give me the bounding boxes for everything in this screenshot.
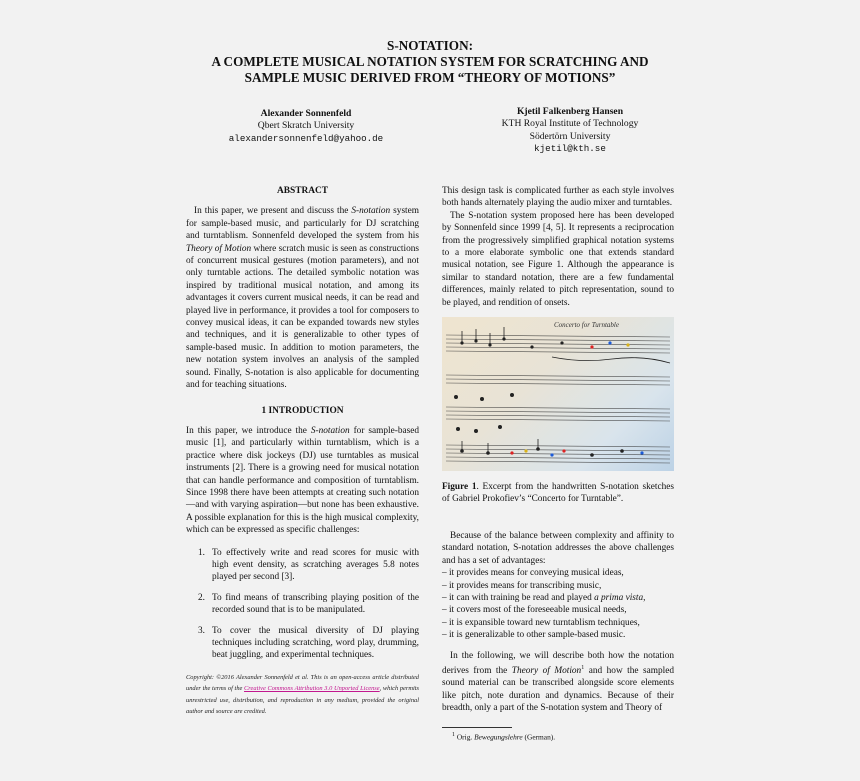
list-item	[186, 592, 419, 617]
intro-paragraph	[186, 425, 419, 537]
text-run: where scratch music is seen as constructions of concurrent musical gestures (motion parameters), and not only turntable actions. The detailed symbolic notation was inspired by traditional musical notation, and among its advantages it covers current musical needs, it can be read and played live in performance, it provides a tool for composers to convey musical ideas, it can be expanded towards new styles and techniques, and it is generalizable to other types of sample-based music. In addition to motion parameters, the new notation system involves an analysis of the sampled sound. Finally, S-notation is also applicable for documenting and for teaching situations.	[186, 243, 419, 391]
list-number: 1.	[198, 547, 205, 558]
emphasis: S-notation	[310, 425, 350, 436]
section-heading: 1 INTRODUCTION	[261, 405, 344, 416]
author-email[interactable]: kjetil@kth.se	[534, 143, 606, 155]
text-run: for sample-based music [1], and particularly within turntablism, which is a practice where disk jockeys (DJ) use turntables as musical instruments [2]. There is a growing need for musical notation that can handle performance and composition of turntablism. Since 1998 there have been attempts at creating such notation—and with varying aspiration—but none has been exhaustive. A possible explanation for this is the high musical complexity, which can be expressed as specific challenges:	[186, 425, 419, 536]
list-item	[186, 547, 419, 584]
text-run: (German).	[522, 732, 556, 742]
advantages-list	[442, 567, 674, 641]
text-run: Orig.	[455, 732, 475, 742]
body-paragraph: The S-notation system proposed here has been developed by Sonnenfeld since 1999 [4, 5]. It represents a reciprocation from the progressively simplified graphical notation systems to a more elaborate symbolic one that extends standard musical notation, see Figure 1. Although the appearance is similar to standard notation, there are a few fundamental differences, mainly related to pitch representation, sound to be played, and rendition of onsets.	[442, 210, 674, 308]
figure-label: Figure 1	[442, 482, 477, 493]
author-name: Kjetil Falkenberg Hansen	[516, 106, 624, 117]
list-text: To cover the musical diversity of DJ playing techniques including scratching, word play, drumming, beat juggling, and experimental techniques.	[212, 625, 419, 661]
body-paragraph	[442, 650, 674, 715]
author-affiliation: Södertörn University	[529, 130, 611, 142]
text-run: In this paper, we present and discuss the	[194, 206, 352, 217]
author-email[interactable]: alexandersonnenfeld@yahoo.de	[228, 132, 384, 144]
author-affiliation: KTH Royal Institute of Technology	[501, 118, 639, 130]
text-run: Copyright: ©2016 Alexander Sonnenfeld et al. This is an open-access article distributed under the terms of the	[186, 673, 419, 693]
footnote-marker: 1	[581, 664, 585, 671]
left-column	[186, 185, 419, 717]
list-item: – it is generalizable to other sample-based music.	[442, 630, 626, 641]
author-block	[216, 108, 396, 145]
body-paragraph: This design task is complicated further as each style involves both hands alternately playing the audio mixer and turntables.	[442, 186, 674, 209]
figure-score-sketch	[442, 317, 674, 471]
handwritten-score-image	[442, 317, 674, 471]
list-number: 2.	[198, 592, 205, 603]
list-text: To effectively write and read scores for music with high event density, as scratching averages 5.8 notes played per second [3].	[212, 547, 419, 583]
paper-title	[186, 38, 674, 85]
footnote-rule	[442, 727, 512, 728]
list-number: 3.	[198, 625, 205, 636]
emphasis: Theory of Motion	[186, 243, 252, 254]
emphasis: S-notation	[351, 206, 391, 217]
body-paragraph: Because of the balance between complexity and affinity to standard notation, S-notation addresses the above challenges and has a set of advantages:	[442, 530, 674, 566]
copyright-notice	[186, 672, 419, 718]
list-item: – it provides means for transcribing music,	[442, 580, 602, 591]
list-item	[186, 625, 419, 662]
list-item: – it is expansible toward new turntablism techniques,	[442, 617, 640, 628]
title-line: S-NOTATION:	[387, 38, 473, 53]
text-run: , which permits unrestricted use, distribution, and reproduction in any medium, provided the original author and source are credited.	[186, 685, 420, 716]
figure-caption	[442, 481, 674, 506]
text-run: . Excerpt from the handwritten S-notation sketches of Gabriel Prokofiev’s “Concerto for Turntable”.	[442, 482, 674, 505]
handwritten-title: Concerto for Turntable	[554, 321, 619, 330]
title-line: SAMPLE MUSIC DERIVED FROM “THEORY OF MOTIONS”	[244, 69, 616, 85]
emphasis: Bewegungslehre	[474, 732, 523, 742]
challenge-list	[186, 547, 419, 662]
text-run: In this paper, we introduce the	[186, 425, 311, 436]
abstract-heading: ABSTRACT	[276, 186, 329, 196]
right-column	[442, 185, 674, 742]
text-run: In the following, we will describe both how the notation derives from the	[442, 650, 674, 677]
text-run: and how the sampled sound material can be transcribed alongside score elements like pitch, note duration and dynamics. Because of their breadth, only a part of the S-notation system and Theory of	[442, 666, 674, 714]
text-run: system for sample-based music, and particularly for DJ scratching and turntablism. Sonnenfeld developed the system from his	[186, 206, 420, 242]
author-affiliation: Qbert Skratch University	[257, 120, 355, 132]
list-item: – it can with training be read and played a prima vista,	[442, 592, 646, 603]
author-name: Alexander Sonnenfeld	[260, 108, 352, 119]
list-text: To find means of transcribing playing position of the recorded sound that is to be manipulated.	[212, 592, 419, 616]
emphasis: Theory of Motion	[511, 666, 582, 677]
title-line: A COMPLETE MUSICAL NOTATION SYSTEM FOR SCRATCHING AND	[211, 53, 649, 69]
list-item: – it covers most of the foreseeable musical needs,	[442, 605, 627, 616]
abstract-paragraph	[186, 205, 419, 391]
footnote-number: 1	[452, 731, 455, 738]
emphasis: a prima vista	[594, 592, 644, 603]
license-link[interactable]: Creative Commons Attribution 3.0 Unported License	[244, 685, 380, 693]
author-block	[472, 106, 668, 156]
text-run: – it can with training be read and played	[442, 592, 595, 603]
footnote	[442, 730, 674, 742]
list-item: – it provides means for conveying musical ideas,	[442, 568, 624, 579]
